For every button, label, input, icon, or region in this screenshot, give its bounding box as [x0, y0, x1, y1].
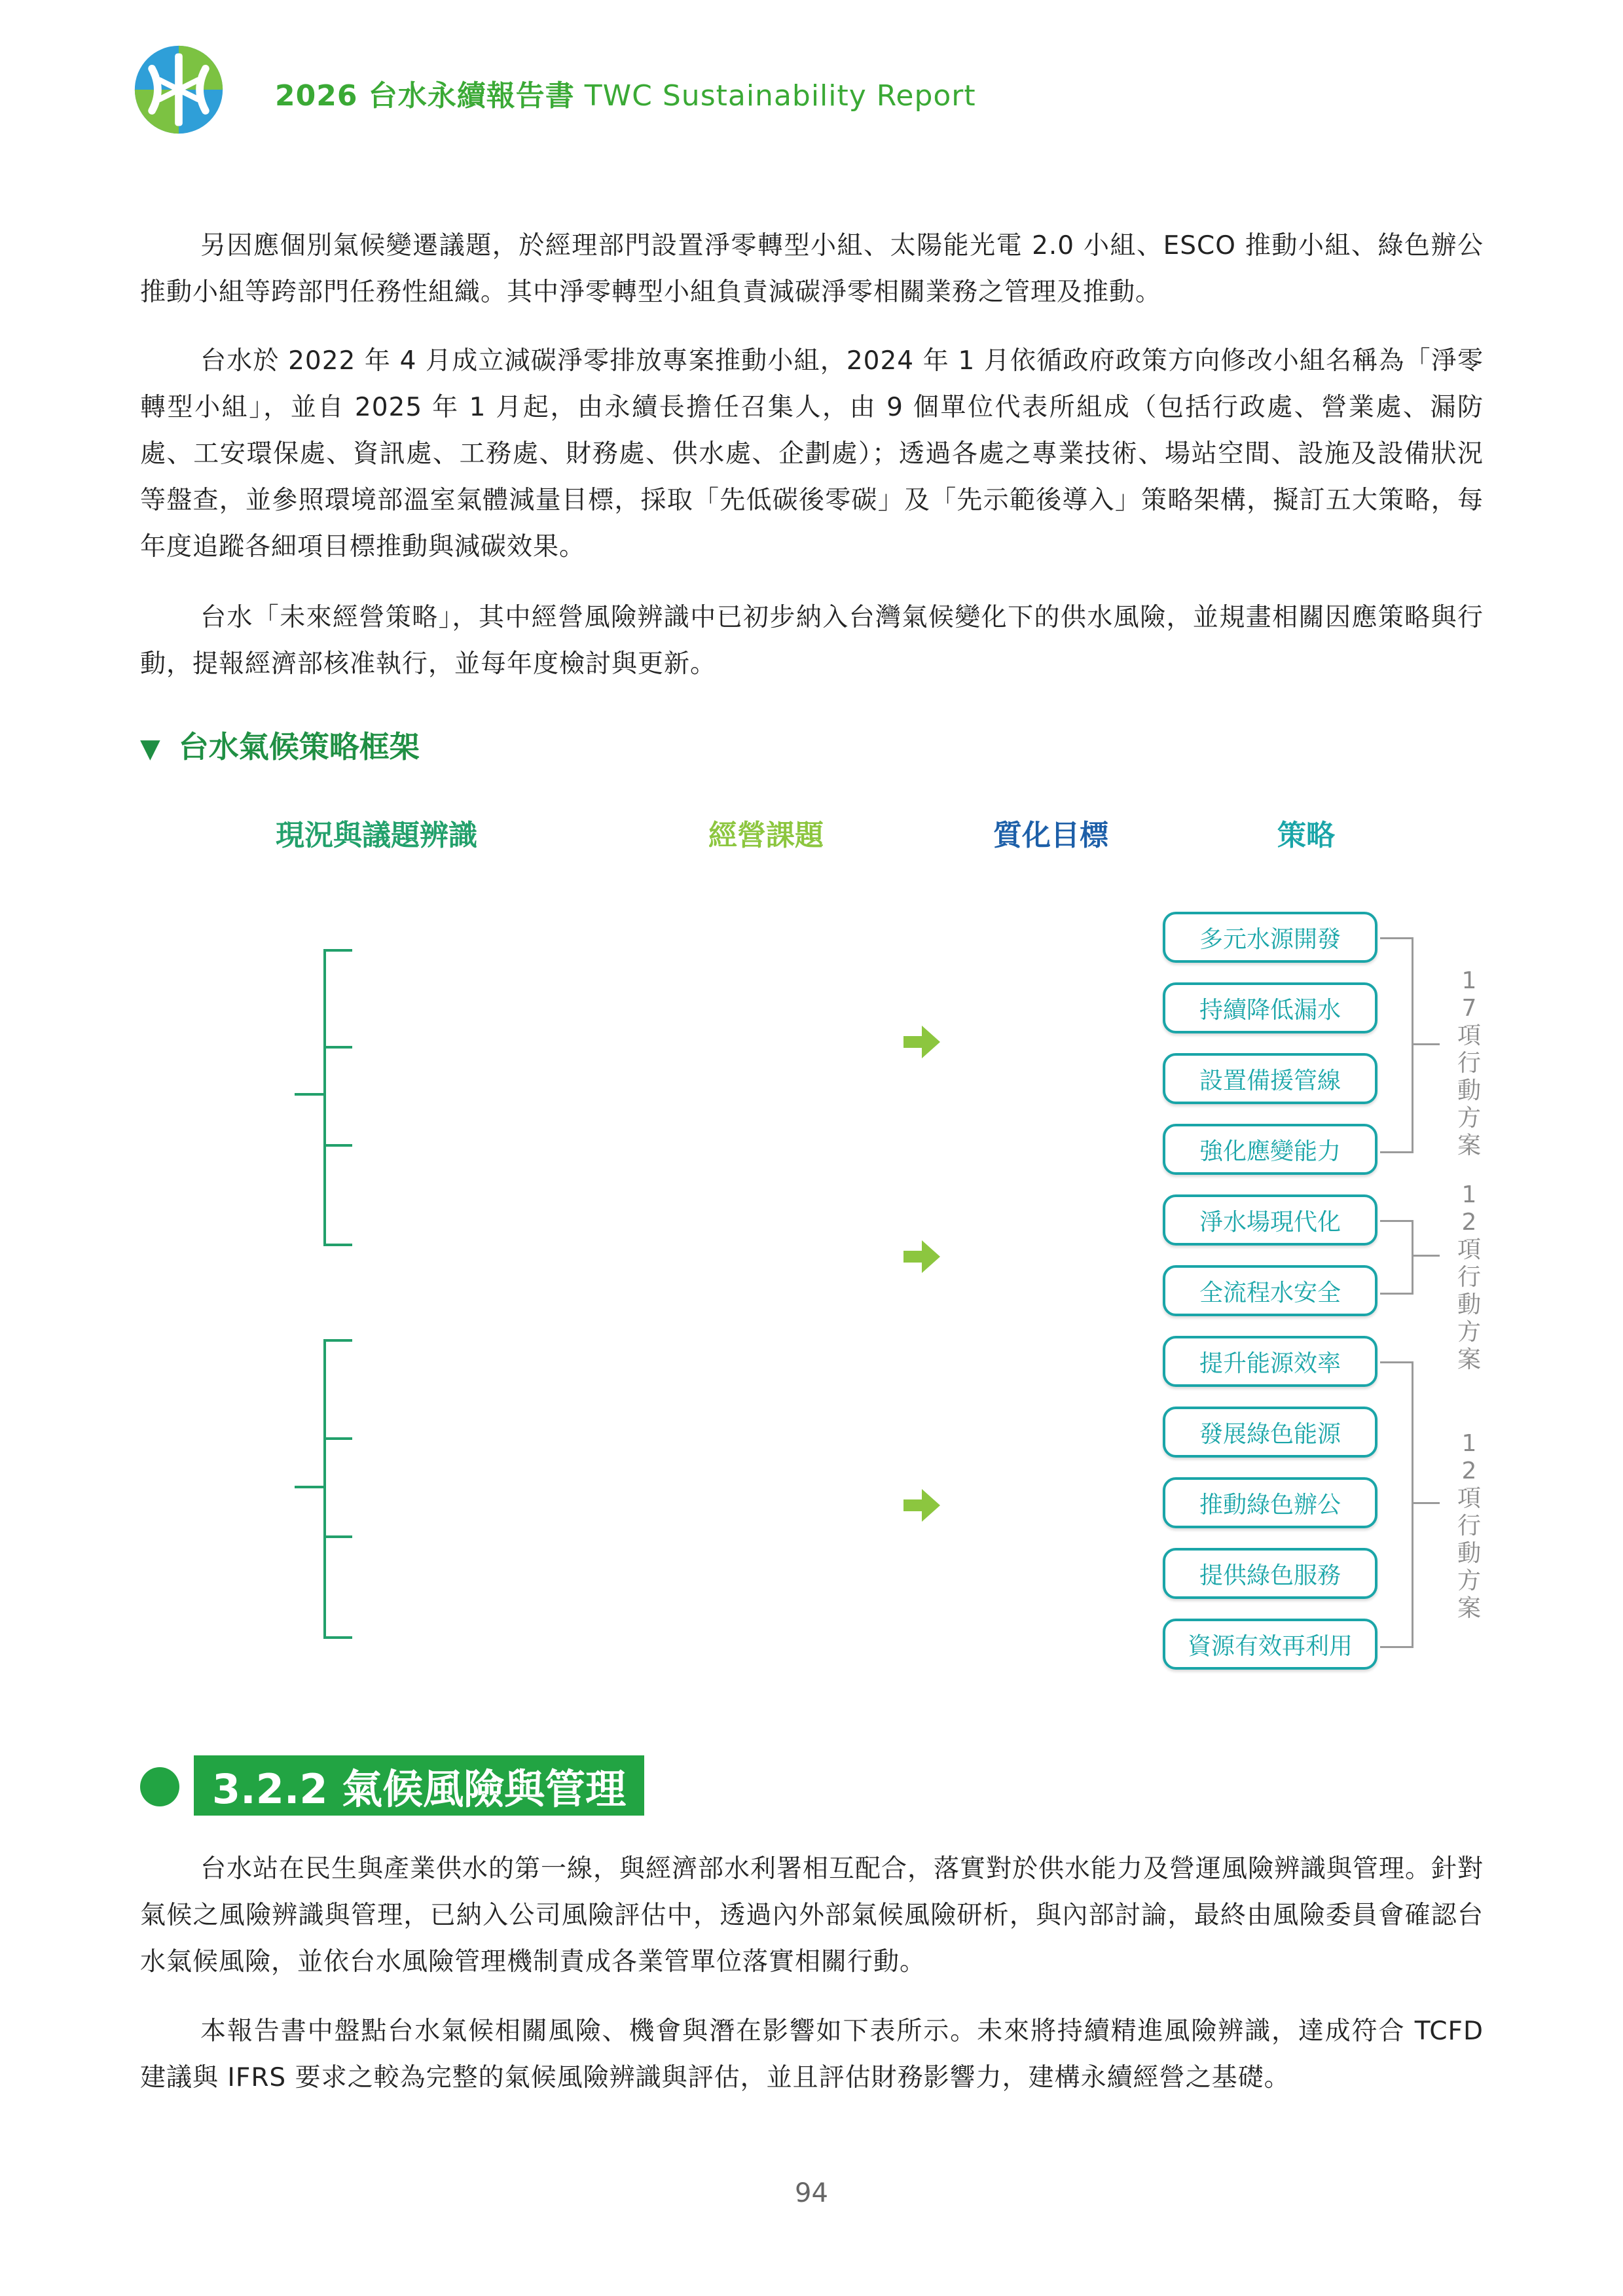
- strategy-pill: 多元水源開發: [1163, 912, 1377, 963]
- bracket-tick: [326, 1144, 352, 1147]
- taiwan-water-logo: [131, 42, 227, 137]
- strategy-pill: 持續降低漏水: [1163, 982, 1377, 1033]
- bracket-bottom: [323, 1339, 352, 1639]
- arrow-right-icon: [903, 1489, 940, 1522]
- paragraph-tcfd: 本報告書中盤點台水氣候相關風險、機會與潛在影響如下表所示。未來將持續精進風險辨識，達成符合 TCFD 建議與 IFRS 要求之較為完整的氣候風險辨識與評估，並且評估財務影響力，建構永續經營之基礎。: [140, 2017, 1484, 2092]
- bracket-tick: [326, 1535, 352, 1538]
- arrow-right-icon: [903, 1026, 940, 1058]
- report-year-title: 2026 台水永續報告書: [275, 79, 575, 113]
- action-plan-label: 17項行動方案: [1457, 967, 1481, 1159]
- framework-heading-text: 台水氣候策略框架: [178, 729, 420, 764]
- strategy-pill: 提供綠色服務: [1163, 1548, 1377, 1599]
- group-bracket: [1380, 937, 1413, 1153]
- report-title: [275, 72, 976, 114]
- bracket-tick: [326, 1437, 352, 1440]
- strategy-pill: 推動綠色辦公: [1163, 1477, 1377, 1528]
- paragraph-task-forces: 另因應個別氣候變遷議題，於經理部門設置淨零轉型小組、太陽能光電 2.0 小組、ESCO 推動小組、綠色辦公推動小組等跨部門任務性組織。其中淨零轉型小組負責減碳淨零相關業務之管理及推動。: [140, 231, 1484, 307]
- bracket-stem: [295, 1486, 323, 1488]
- strategy-pill: 設置備援管線: [1163, 1053, 1377, 1104]
- column-header-business-issues: 經營課題: [708, 819, 824, 852]
- column-header-status: 現況與議題辨識: [276, 819, 477, 852]
- section-title: 3.2.2 氣候風險與管理: [194, 1755, 644, 1816]
- group-bracket: [1380, 1220, 1413, 1295]
- arrow-right-icon: [903, 1240, 940, 1273]
- framework-heading: [140, 723, 420, 766]
- group-bracket-tick: [1413, 1043, 1440, 1045]
- paragraph-risk-management: 台水站在民生與產業供水的第一線，與經濟部水利署相互配合，落實對於供水能力及營運風險辨識與管理。針對氣候之風險辨識與管理，已納入公司風險評估中，透過內外部氣候風險研析，與內部討論，最終由風險委員會確認台水氣候風險，並依台水風險管理機制責成各業管單位落實相關行動。: [140, 1854, 1484, 1977]
- strategy-pill: 提升能源效率: [1163, 1336, 1377, 1387]
- bracket-stem: [295, 1093, 323, 1096]
- action-plan-label: 12項行動方案: [1457, 1181, 1481, 1373]
- group-bracket-tick: [1413, 1255, 1440, 1257]
- group-bracket-tick: [1413, 1502, 1440, 1504]
- group-bracket: [1380, 1361, 1413, 1648]
- report-english-title: TWC Sustainability Report: [584, 79, 976, 113]
- triangle-down-icon: ▼: [140, 734, 160, 764]
- strategy-pill: 強化應變能力: [1163, 1124, 1377, 1175]
- strategy-pill: 資源有效再利用: [1163, 1619, 1377, 1670]
- strategy-pill: 淨水場現代化: [1163, 1194, 1377, 1246]
- column-header-qualitative-goals: 質化目標: [993, 819, 1108, 852]
- strategy-pill: 發展綠色能源: [1163, 1407, 1377, 1458]
- paragraph-net-zero-group: 台水於 2022 年 4 月成立減碳淨零排放專案推動小組，2024 年 1 月依循政府政策方向修改小組名稱為「淨零轉型小組」，並自 2025 年 1 月起，由永續長擔任召集人，由 9 個單位代表所組成（包括行政處、營業處、漏防處、工安環保處、資訊處、工務處、財務處、供水處、企劃處）；透過各處之專業技術、場站空間、設施及設備狀況等盤查，並參照環境部溫室氣體減量目標，採取「先低碳後零碳」及「先示範後導入」策略架構，擬訂五大策略，每年度追蹤各細項目標推動與減碳效果。: [140, 346, 1484, 562]
- column-header-strategies: 策略: [1277, 819, 1335, 852]
- section-bullet-icon: [140, 1767, 179, 1806]
- bracket-top: [323, 949, 352, 1246]
- page-number: 94: [795, 2178, 828, 2208]
- paragraph-future-strategy: 台水「未來經營策略」，其中經營風險辨識中已初步納入台灣氣候變化下的供水風險，並規畫相關因應策略與行動，提報經濟部核准執行，並每年度檢討與更新。: [140, 603, 1484, 679]
- action-plan-label: 12項行動方案: [1457, 1430, 1481, 1622]
- bracket-tick: [326, 1046, 352, 1049]
- strategy-pill: 全流程水安全: [1163, 1265, 1377, 1316]
